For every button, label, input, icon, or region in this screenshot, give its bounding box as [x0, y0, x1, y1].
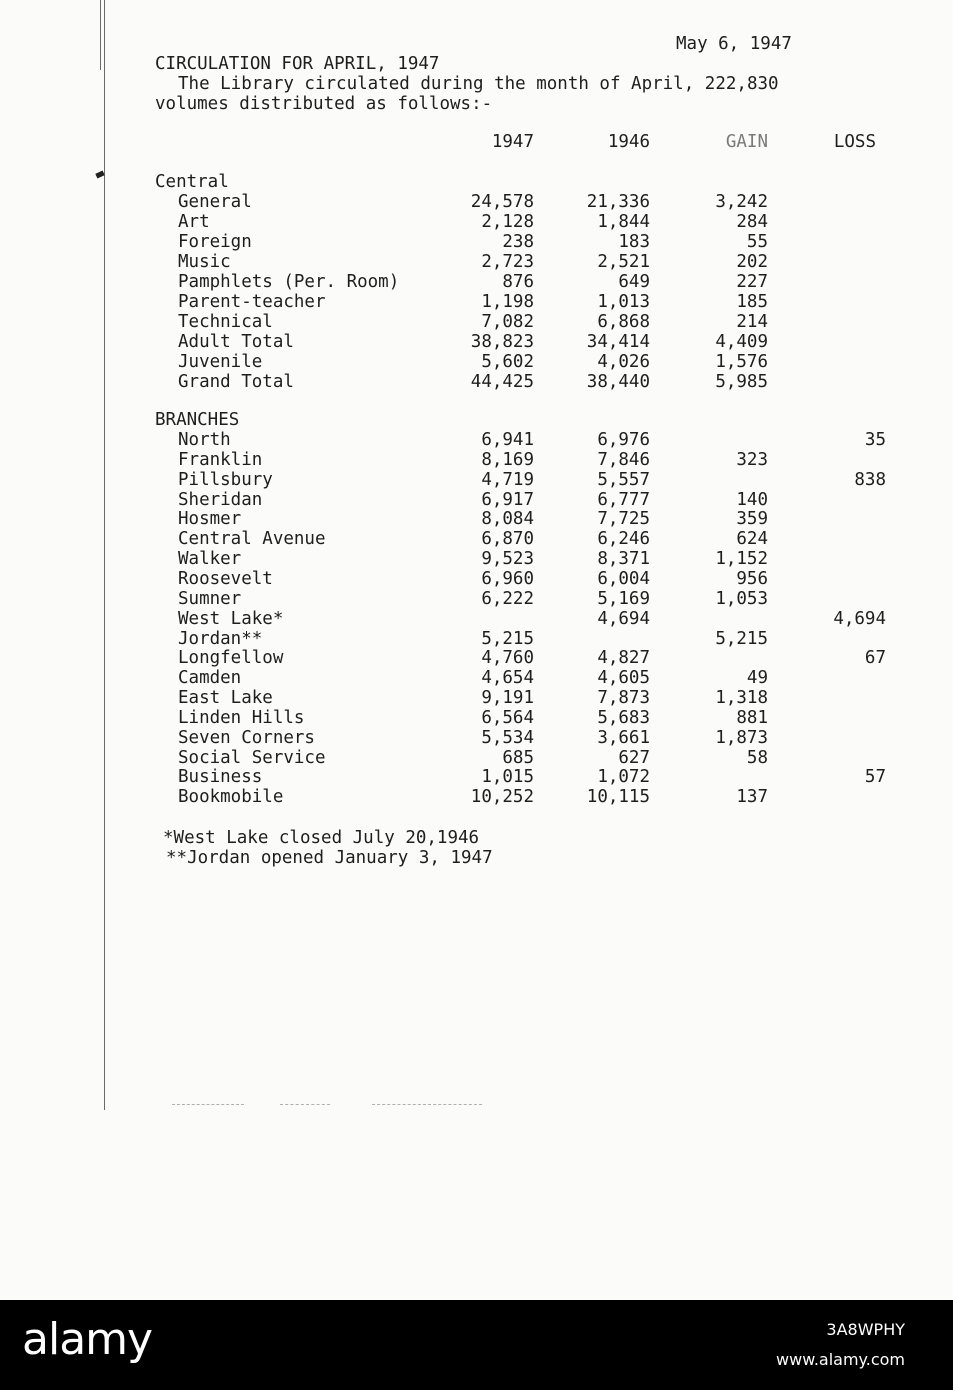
central-cell-1946: 649	[618, 272, 650, 292]
central-cell-1946: 21,336	[586, 192, 650, 212]
column-header-1946: 1946	[607, 132, 650, 152]
branch-row-label: West Lake*	[178, 608, 284, 629]
branch-cell-1947: 8,169	[481, 449, 534, 470]
branch-cell-loss: 35	[864, 430, 886, 450]
branch-cell-1946: 7,873	[597, 688, 650, 709]
branch-cell-gain: 881	[736, 707, 768, 728]
branch-row-label: North	[178, 430, 231, 450]
branch-cell-gain: 1,318	[715, 688, 768, 709]
branch-cell-1946: 6,976	[597, 430, 650, 450]
branch-cell-gain: 323	[736, 449, 768, 470]
branch-row-label: Sheridan	[178, 489, 263, 510]
branch-cell-gain: 1,053	[715, 588, 768, 609]
central-cell-1947: 44,425	[470, 372, 534, 392]
central-cell-gain: 55	[746, 232, 768, 252]
central-cell-1947: 2,128	[481, 212, 534, 232]
branch-row-label: East Lake	[178, 688, 273, 709]
letter-date: May 6, 1947	[676, 34, 792, 54]
branch-cell-1946: 627	[618, 747, 650, 768]
branch-cell-gain: 956	[736, 568, 768, 589]
central-cell-1947: 2,723	[481, 252, 534, 272]
central-cell-1946: 4,026	[597, 352, 650, 372]
central-cell-1946: 183	[618, 232, 650, 252]
branch-cell-gain: 137	[736, 787, 768, 808]
central-cell-1947: 238	[502, 232, 534, 252]
central-cell-gain: 1,576	[715, 352, 768, 372]
branch-cell-gain: 49	[746, 668, 768, 689]
central-cell-1947: 5,602	[481, 352, 534, 372]
brand-logo: alamy	[22, 1314, 153, 1365]
branch-cell-1947: 10,252	[470, 787, 534, 808]
branch-cell-gain: 1,152	[715, 549, 768, 570]
footnote-west-lake: *West Lake closed July 20,1946	[163, 828, 480, 848]
branch-row-label: Roosevelt	[178, 568, 273, 589]
branch-row-label: Camden	[178, 668, 242, 689]
branch-cell-1946: 4,827	[597, 648, 650, 669]
central-cell-gain: 185	[736, 292, 768, 312]
branch-cell-1946: 3,661	[597, 727, 650, 748]
branch-cell-gain: 359	[736, 509, 768, 530]
central-row-label: Music	[178, 252, 231, 272]
column-header-1947: 1947	[491, 132, 534, 152]
central-row-label: General	[178, 192, 252, 212]
central-cell-gain: 227	[736, 272, 768, 292]
branch-row-label: Social Service	[178, 747, 326, 768]
central-row-label: Juvenile	[178, 352, 263, 372]
branch-cell-1946: 1,072	[597, 767, 650, 788]
branch-row-label: Walker	[178, 549, 242, 570]
central-cell-1946: 2,521	[597, 252, 650, 272]
branch-cell-1947: 6,960	[481, 568, 534, 589]
central-cell-1947: 1,198	[481, 292, 534, 312]
footnote-jordan: **Jordan opened January 3, 1947	[166, 848, 493, 868]
branch-cell-1947: 8,084	[481, 509, 534, 530]
branch-row-label: Seven Corners	[178, 727, 315, 748]
branch-cell-1947: 9,523	[481, 549, 534, 570]
branch-cell-1947: 9,191	[481, 688, 534, 709]
central-cell-gain: 3,242	[715, 192, 768, 212]
branch-cell-1947: 4,719	[481, 469, 534, 490]
branch-row-label: Central Avenue	[178, 529, 326, 550]
branch-cell-1946: 6,777	[597, 489, 650, 510]
central-row-label: Foreign	[178, 232, 252, 252]
branch-cell-1947: 685	[502, 747, 534, 768]
watermark-bar	[0, 1300, 953, 1390]
section-heading-branches: BRANCHES	[155, 410, 240, 430]
central-cell-1947: 876	[502, 272, 534, 292]
image-id: 3A8WPHY	[826, 1320, 905, 1339]
central-cell-1946: 6,868	[597, 312, 650, 332]
branch-cell-1946: 8,371	[597, 549, 650, 570]
central-cell-1946: 34,414	[586, 332, 650, 352]
central-cell-1946: 1,844	[597, 212, 650, 232]
intro-line-1: The Library circulated during the month of April, 222,830	[178, 74, 779, 94]
branch-cell-1946: 5,557	[597, 469, 650, 490]
document-title: CIRCULATION FOR APRIL, 1947	[155, 54, 440, 74]
branch-cell-1947: 1,015	[481, 767, 534, 788]
branch-row-label: Jordan**	[178, 628, 263, 649]
branch-cell-1947: 5,215	[481, 628, 534, 649]
central-cell-gain: 284	[736, 212, 768, 232]
branch-cell-1946: 4,694	[597, 608, 650, 629]
central-row-label: Grand Total	[178, 372, 294, 392]
central-row-label: Pamphlets (Per. Room)	[178, 272, 400, 292]
central-cell-gain: 202	[736, 252, 768, 272]
branch-cell-1946: 6,004	[597, 568, 650, 589]
central-cell-1947: 38,823	[470, 332, 534, 352]
faded-rule	[280, 1104, 330, 1105]
branch-cell-1946: 7,846	[597, 449, 650, 470]
branch-cell-gain: 624	[736, 529, 768, 550]
central-row-label: Technical	[178, 312, 273, 332]
branch-cell-loss: 4,694	[833, 608, 886, 629]
branch-cell-loss: 67	[864, 648, 886, 669]
branch-cell-1947: 6,941	[481, 430, 534, 450]
branch-row-label: Longfellow	[178, 648, 284, 669]
central-cell-gain: 4,409	[715, 332, 768, 352]
branch-cell-1947: 6,222	[481, 588, 534, 609]
branch-cell-gain: 5,215	[715, 628, 768, 649]
branch-row-label: Bookmobile	[178, 787, 284, 808]
branch-cell-1947: 4,760	[481, 648, 534, 669]
branch-cell-1947: 6,917	[481, 489, 534, 510]
branch-cell-loss: 838	[854, 469, 886, 490]
branch-row-label: Sumner	[178, 588, 242, 609]
branch-cell-1947: 6,564	[481, 707, 534, 728]
central-row-label: Parent-teacher	[178, 292, 326, 312]
branch-cell-1946: 7,725	[597, 509, 650, 530]
branch-row-label: Hosmer	[178, 509, 242, 530]
branch-cell-1947: 6,870	[481, 529, 534, 550]
margin-line	[104, 0, 105, 1110]
branch-row-label: Business	[178, 767, 263, 788]
branch-cell-gain: 58	[746, 747, 768, 768]
intro-line-2: volumes distributed as follows:-	[155, 94, 493, 114]
column-header-loss: LOSS	[833, 132, 876, 152]
branch-row-label: Franklin	[178, 449, 263, 470]
faded-rule	[372, 1104, 482, 1105]
margin-line-top	[100, 0, 101, 70]
central-cell-1947: 7,082	[481, 312, 534, 332]
branch-cell-gain: 1,873	[715, 727, 768, 748]
section-heading-central: Central	[155, 172, 229, 192]
branch-row-label: Linden Hills	[178, 707, 305, 728]
site-url: www.alamy.com	[776, 1350, 905, 1369]
column-header-gain: GAIN	[725, 132, 768, 152]
central-cell-1947: 24,578	[470, 192, 534, 212]
central-cell-1946: 1,013	[597, 292, 650, 312]
branch-cell-loss: 57	[864, 767, 886, 788]
branch-cell-1947: 4,654	[481, 668, 534, 689]
central-cell-1946: 38,440	[586, 372, 650, 392]
branch-cell-1946: 5,169	[597, 588, 650, 609]
central-row-label: Art	[178, 212, 210, 232]
branch-cell-1946: 5,683	[597, 707, 650, 728]
branch-cell-1946: 4,605	[597, 668, 650, 689]
central-row-label: Adult Total	[178, 332, 294, 352]
branch-row-label: Pillsbury	[178, 469, 273, 490]
branch-cell-1946: 6,246	[597, 529, 650, 550]
central-cell-gain: 214	[736, 312, 768, 332]
branch-cell-1946: 10,115	[586, 787, 650, 808]
faded-rule	[172, 1104, 244, 1105]
branch-cell-1947: 5,534	[481, 727, 534, 748]
central-cell-gain: 5,985	[715, 372, 768, 392]
branch-cell-gain: 140	[736, 489, 768, 510]
